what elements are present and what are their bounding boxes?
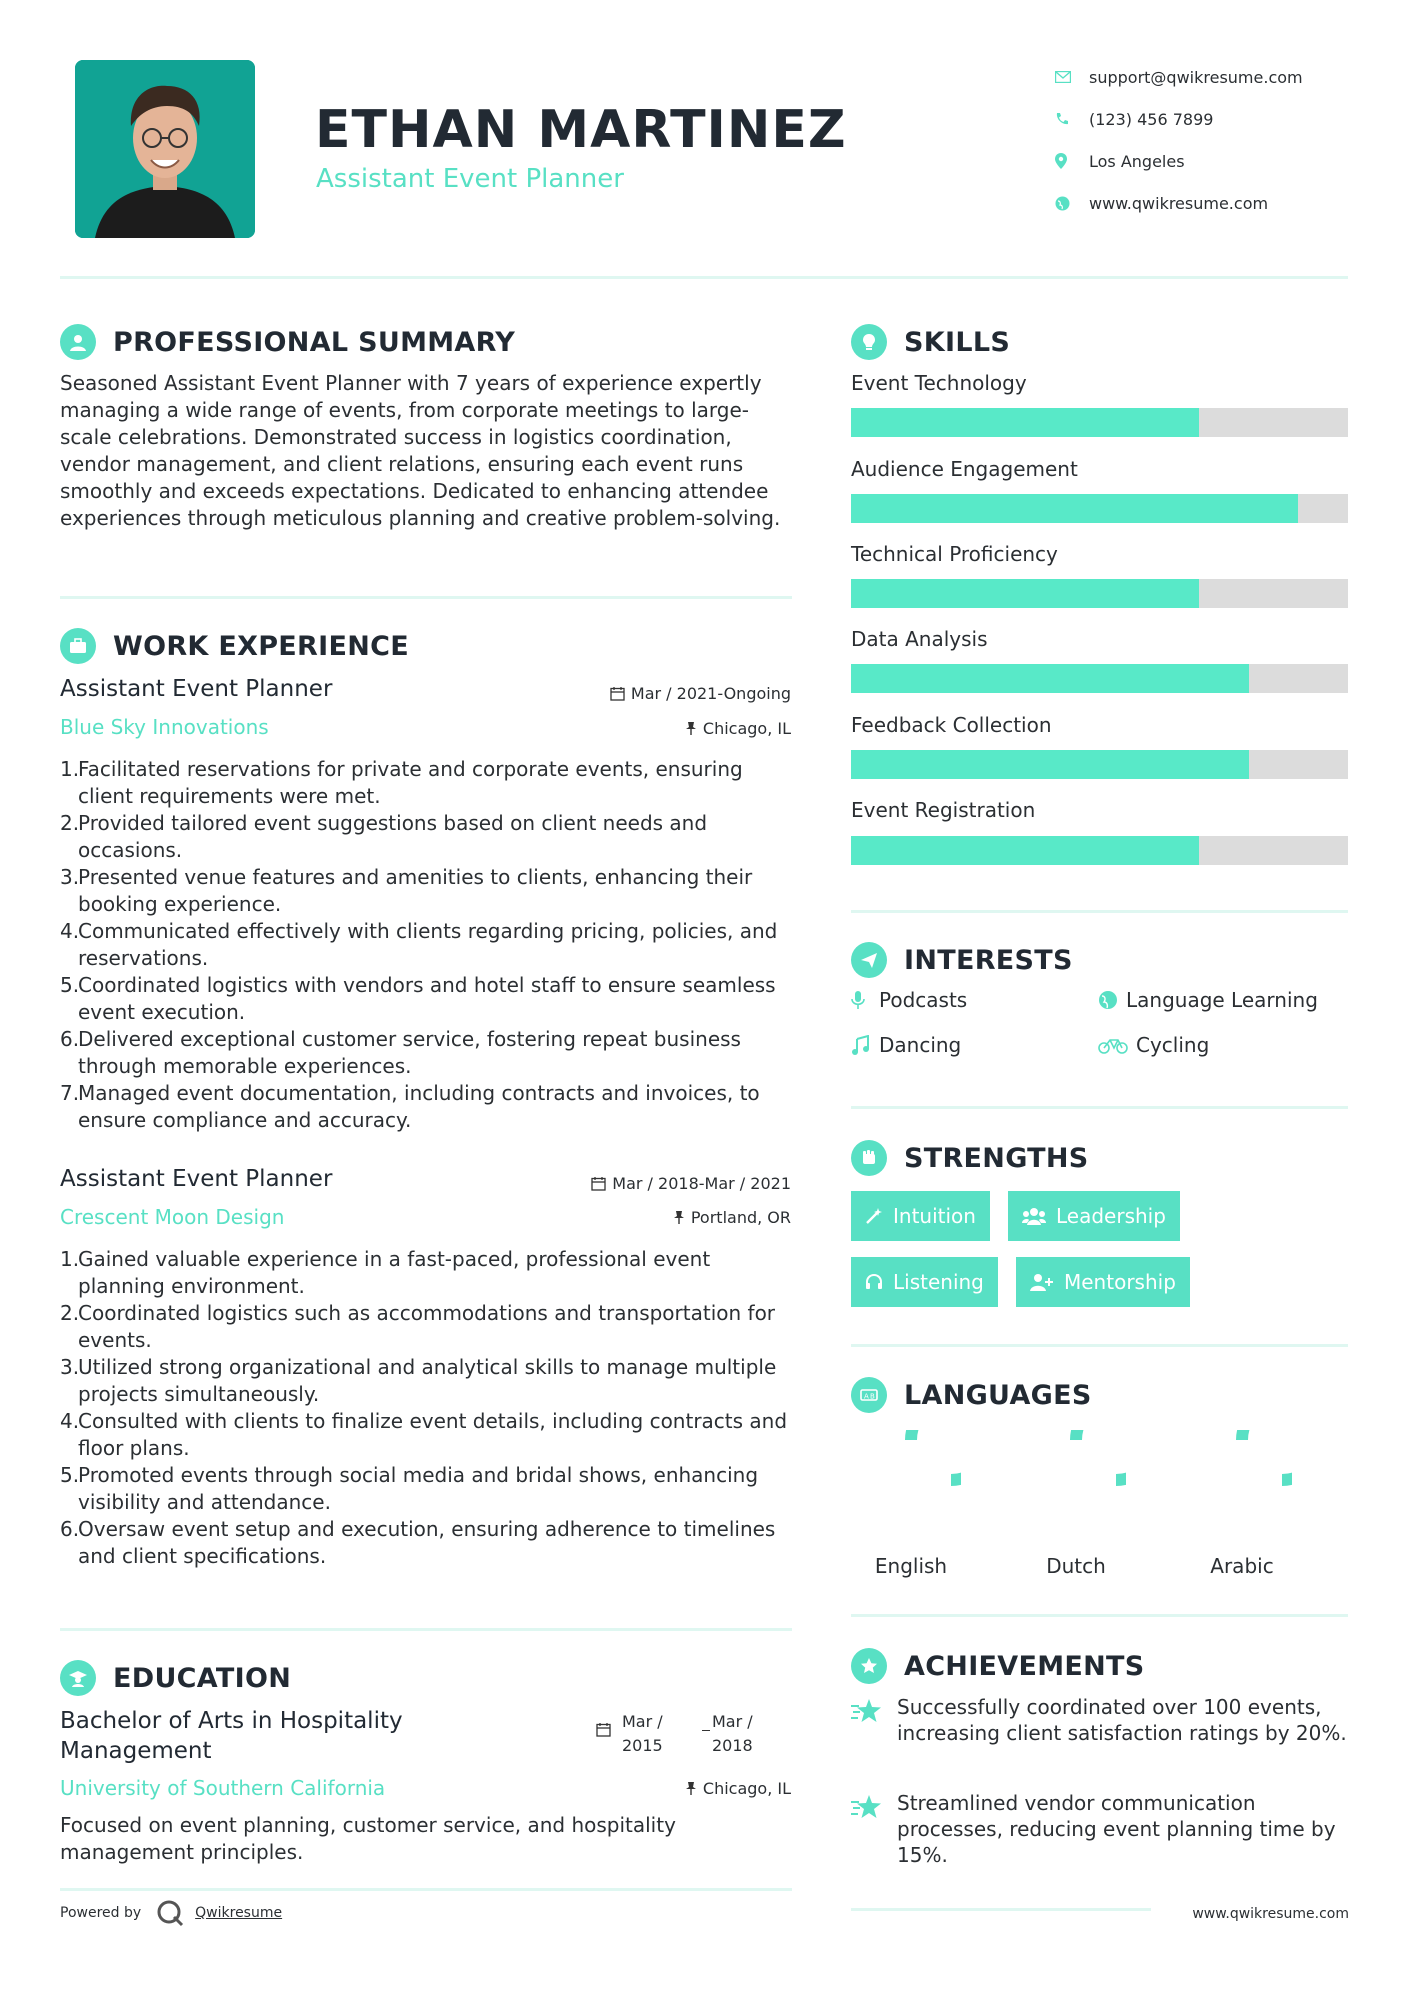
powered-by-text: Powered by [60,1905,142,1921]
job-2-date-text: Mar / 2018-Mar / 2021 [612,1174,791,1193]
date-separator [702,1730,710,1731]
list-item: 4. Consulted with clients to finalize event details, including contracts and floor plans. [60,1409,788,1460]
school-name: University of Southern California [60,1776,386,1800]
language-label: Arabic [1210,1554,1274,1578]
candidate-name: ETHAN MARTINEZ [315,100,847,160]
calendar-icon [596,1722,611,1741]
phone-icon [1055,109,1089,129]
envelope-icon [1055,67,1089,87]
job-1-date [610,684,791,703]
list-item: 5. Coordinated logistics with vendors and hotel staff to ensure seamless event execution. [60,973,776,1024]
language-icon [851,1377,887,1413]
education-location [685,1779,791,1798]
svg-text:A: A [864,1392,869,1401]
job-1-title: Assistant Event Planner [60,676,333,702]
star-badge-icon [851,1648,887,1684]
skill-bar-fill [851,664,1249,693]
language-item [1182,1430,1302,1578]
work-heading [60,628,409,664]
strength-chip: Mentorship [1016,1257,1190,1307]
summary-divider [60,596,792,599]
globe-icon [1055,193,1089,213]
skill-bar-fill [851,579,1199,608]
interests-heading [851,942,1073,978]
skill-label: Data Analysis [851,627,988,651]
skill-bar [851,836,1348,865]
job-2-title: Assistant Event Planner [60,1166,333,1192]
interest-item: Podcasts [851,988,967,1012]
calendar-icon [610,686,625,701]
interest-item: Dancing [851,1033,961,1057]
user-plus-icon [1030,1273,1054,1291]
contact-phone-text: (123) 456 7899 [1089,109,1214,129]
job-2-duties [60,1246,800,1570]
list-item: 3. Utilized strong organizational and analytical skills to manage multiple projects simultaneously. [60,1355,777,1406]
job-1-date-text: Mar / 2021-Ongoing [630,684,791,703]
pushpin-icon [685,1781,697,1796]
footer-url[interactable]: www.qwikresume.com [1192,1906,1349,1922]
contact-list [1055,56,1375,224]
skill-label: Feedback Collection [851,713,1052,737]
languages-heading [851,1377,1092,1413]
footer-powered-by [60,1898,282,1928]
lightbulb-icon [851,324,887,360]
job-2-date [591,1174,791,1193]
skills-title: SKILLS [904,326,1011,358]
language-label: English [874,1554,948,1578]
skill-bar [851,750,1348,779]
skill-bar-fill [851,494,1298,523]
skill-bar [851,664,1348,693]
achievements-title: ACHIEVEMENTS [904,1650,1145,1682]
list-item: 3. Presented venue features and amenities to clients, enhancing their booking experience. [60,865,753,916]
job-1-location [685,719,791,738]
language-item [851,1430,971,1578]
qwikresume-logo-icon [155,1898,185,1928]
list-item: 5. Promoted events through social media and bridal shows, enhancing visibility and attendance. [60,1463,759,1514]
language-progress-ring [861,1430,961,1530]
education-title: EDUCATION [113,1662,292,1694]
star-icon [851,1694,897,1746]
star-icon [851,1790,897,1868]
language-item [1016,1430,1136,1578]
skill-bar-fill [851,750,1249,779]
languages-title: LANGUAGES [904,1379,1092,1411]
job-1-duties [60,756,800,1134]
achievements-heading [851,1648,1145,1684]
contact-location-text: Los Angeles [1089,151,1185,171]
languages-divider [851,1614,1348,1617]
education-text: Focused on event planning, customer service, and hospitality management principles. [60,1813,676,1864]
user-icon [60,324,96,360]
education-start: Mar / 2015 [622,1712,663,1755]
briefcase-icon [60,628,96,664]
strengths-heading [851,1140,1089,1176]
contact-email[interactable] [1055,56,1375,98]
interests-title: INTERESTS [904,944,1073,976]
fist-icon [851,1140,887,1176]
skill-bar [851,579,1348,608]
headphones-icon [865,1273,883,1291]
contact-location [1055,140,1375,182]
music-note-icon [851,1035,879,1055]
magic-wand-icon [865,1207,883,1225]
users-icon [1022,1207,1046,1225]
strength-chip: Intuition [851,1191,990,1241]
contact-website[interactable] [1055,182,1375,224]
education-end: Mar / 2018 [712,1712,753,1755]
skill-bar [851,408,1348,437]
achievement-item: Streamlined vendor communication processes, reducing event planning time by 15%. [851,1790,1348,1868]
work-divider [60,1628,792,1631]
strengths-title: STRENGTHS [904,1142,1089,1174]
education-location-text: Chicago, IL [702,1779,791,1798]
skill-bar-fill [851,836,1199,865]
language-progress-ring [1026,1430,1126,1530]
strength-chip: Listening [851,1257,998,1307]
achievement-item: Successfully coordinated over 100 events, increasing client satisfaction ratings by 20%. [851,1694,1348,1746]
contact-website-text: www.qwikresume.com [1089,193,1269,213]
skill-label: Event Registration [851,798,1036,822]
job-2-company: Crescent Moon Design [60,1205,285,1229]
strengths-divider [851,1344,1348,1347]
summary-title: PROFESSIONAL SUMMARY [113,326,516,358]
list-item: 6. Delivered exceptional customer service, fostering repeat business through memorable experiences. [60,1027,741,1078]
work-title: WORK EXPERIENCE [113,630,409,662]
pushpin-icon [673,1210,685,1225]
list-item: 1. Gained valuable experience in a fast-paced, professional event planning environment. [60,1247,711,1298]
skill-label: Technical Proficiency [851,542,1058,566]
profile-photo [75,60,255,238]
contact-email-text: support@qwikresume.com [1089,67,1303,87]
degree-line-2: Management [60,1738,212,1764]
paper-plane-icon [851,942,887,978]
header-divider [60,276,1348,279]
job-2-location-text: Portland, OR [690,1208,791,1227]
pushpin-icon [685,721,697,736]
job-2-location [673,1208,791,1227]
education-heading [60,1660,291,1696]
microphone-icon [851,990,879,1010]
person-portrait-icon [75,60,255,238]
job-1-company: Blue Sky Innovations [60,715,269,739]
skill-bar [851,494,1348,523]
degree-line-1: Bachelor of Arts in Hospitality [60,1708,403,1734]
list-item: 4. Communicated effectively with clients regarding pricing, policies, and reservations. [60,919,778,970]
footer-brand-link[interactable]: Qwikresume [195,1905,283,1921]
globe-icon [1098,990,1126,1010]
svg-text:B: B [870,1392,875,1401]
list-item: 2. Coordinated logistics such as accommodations and transportation for events. [60,1301,776,1352]
skill-label: Event Technology [851,371,1027,395]
strength-chip: Leadership [1008,1191,1180,1241]
summary-text: Seasoned Assistant Event Planner with 7 years of experience expertly managing a wide range of events, from corporate meetings to large-scale celebrations. Demonstrated success in logistics coordination, vendor management, and client relations, ensuring each event runs smoothly and exceeds expectations. Dedicated to enhancing attendee experiences through meticulous planning and creative problem-solving. [60,371,781,530]
list-item: 2. Provided tailored event suggestions based on client needs and occasions. [60,811,708,862]
job-1-location-text: Chicago, IL [702,719,791,738]
list-item: 7. Managed event documentation, including contracts and invoices, to ensure compliance and accuracy. [60,1081,760,1132]
summary-heading [60,324,515,360]
language-progress-ring [1192,1430,1292,1530]
achievements-divider [851,1908,1151,1911]
education-divider [60,1888,792,1891]
contact-phone[interactable] [1055,98,1375,140]
language-label: Dutch [1046,1554,1106,1578]
bicycle-icon [1098,1036,1136,1054]
skill-label: Audience Engagement [851,457,1078,481]
candidate-role: Assistant Event Planner [316,164,624,194]
calendar-icon [591,1176,606,1191]
skill-bar-fill [851,408,1199,437]
list-item: 6. Oversaw event setup and execution, ensuring adherence to timelines and client specifications. [60,1517,776,1568]
interest-item: Language Learning [1098,988,1318,1012]
map-pin-icon [1055,151,1089,171]
skills-divider [851,910,1348,913]
skills-heading [851,324,1010,360]
graduate-icon [60,1660,96,1696]
interest-item: Cycling [1098,1033,1209,1057]
interests-divider [851,1106,1348,1109]
list-item: 1. Facilitated reservations for private and corporate events, ensuring client requirements were met. [60,757,743,808]
